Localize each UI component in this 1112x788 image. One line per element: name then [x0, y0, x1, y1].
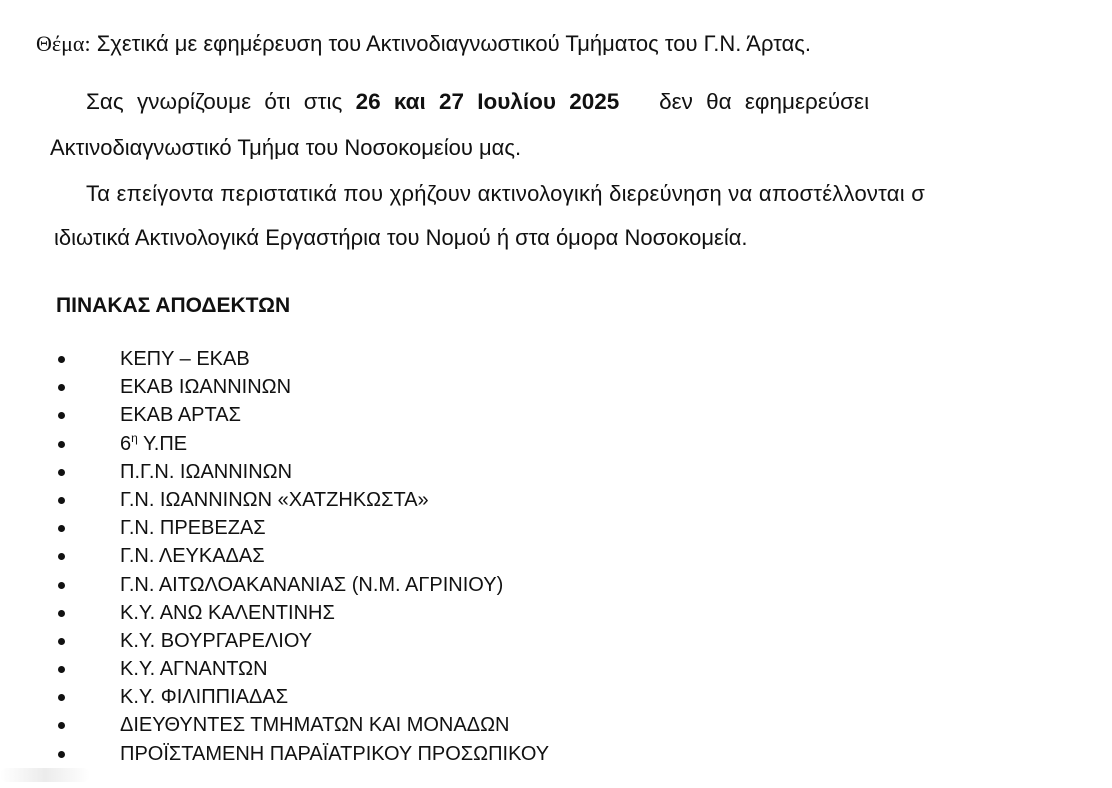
paragraph-1-line-1 — [86, 89, 1112, 115]
scan-smudge — [0, 768, 90, 782]
bullet-icon — [58, 497, 65, 504]
paragraph-1-outro: δεν θα εφημερεύσει — [659, 89, 870, 114]
bullet-icon — [58, 441, 65, 448]
recipient-name: Κ.Υ. ΒΟΥΡΓΑΡΕΛΙΟΥ — [120, 629, 313, 652]
recipient-name: Γ.Ν. ΛΕΥΚΑΔΑΣ — [120, 545, 265, 568]
recipient-ordinal-suffix: Υ.ΠΕ — [137, 432, 188, 455]
recipient-name: Κ.Υ. ΦΙΛΙΠΠΙΑΔΑΣ — [120, 686, 289, 709]
paragraph-1-line-2: Ακτινοδιαγνωστικό Τμήμα του Νοσοκομείου μας. — [50, 135, 522, 160]
bullet-icon — [58, 694, 65, 701]
bullet-icon — [58, 384, 65, 391]
recipient-name: ΕΚΑΒ ΙΩΑΝΝΙΝΩΝ — [120, 376, 292, 399]
subject-text: Σχετικά με εφημέρευση του Ακτινοδιαγνωστικού Τμήματος του Γ.Ν. Άρτας. — [96, 31, 812, 56]
recipient-ordinal: 6 — [120, 432, 132, 455]
bullet-icon — [58, 469, 65, 476]
recipient-name: ΕΚΑΒ ΑΡΤΑΣ — [120, 404, 241, 427]
recipient-ordinal-superscript: η — [131, 430, 138, 445]
recipient-name: Γ.Ν. ΠΡΕΒΕΖΑΣ — [120, 517, 266, 540]
recipient-name: Π.Γ.Ν. ΙΩΑΝΝΙΝΩΝ — [120, 460, 293, 483]
paragraph-1-intro: Σας γνωρίζουμε ότι στις — [86, 89, 343, 114]
recipient-name: ΔΙΕΥΘΥΝΤΕΣ ΤΜΗΜΑΤΩΝ ΚΑΙ ΜΟΝΑΔΩΝ — [120, 714, 510, 737]
bullet-icon — [58, 666, 65, 673]
bullet-icon — [58, 638, 65, 645]
bullet-icon — [58, 610, 65, 617]
recipients-heading: ΠΙΝΑΚΑΣ ΑΠΟΔΕΚΤΩΝ — [56, 294, 291, 317]
recipient-name: Κ.Υ. ΑΓΝΑΝΤΩΝ — [120, 658, 268, 681]
recipient-name-6th-ype — [120, 430, 187, 458]
recipient-name: Γ.Ν. ΑΙΤΩΛΟΑΚΑΝΑΝΙΑΣ (Ν.Μ. ΑΓΡΙΝΙΟΥ) — [120, 573, 504, 596]
bullet-icon — [58, 356, 65, 363]
recipient-name: ΠΡΟΪΣΤΑΜΕΝΗ ΠΑΡΑΪΑΤΡΙΚΟΥ ΠΡΟΣΩΠΙΚΟΥ — [120, 742, 550, 765]
recipient-name: ΚΕΠΥ – ΕΚΑΒ — [120, 348, 250, 370]
bullet-icon — [58, 751, 65, 758]
bullet-icon — [58, 553, 65, 560]
recipient-name: Κ.Υ. ΑΝΩ ΚΑΛΕΝΤΙΝΗΣ — [120, 601, 335, 624]
bullet-icon — [58, 722, 65, 729]
paragraph-2-line-1: Τα επείγοντα περιστατικά που χρήζουν ακτινολογική διερεύνηση να αποστέλλονται σ — [86, 181, 926, 206]
subject-label: Θέμα: — [36, 31, 91, 56]
bullet-icon — [58, 582, 65, 589]
recipient-name: Γ.Ν. ΙΩΑΝΝΙΝΩΝ «ΧΑΤΖΗΚΩΣΤΑ» — [120, 488, 429, 511]
subject-line — [36, 31, 811, 57]
paragraph-2-line-2: ιδιωτικά Ακτινολογικά Εργαστήρια του Νομού ή στα όμορα Νοσοκομεία. — [54, 225, 748, 250]
bullet-icon — [58, 412, 65, 419]
paragraph-1-dates: 26 και 27 Ιουλίου 2025 — [355, 89, 620, 114]
bullet-icon — [58, 525, 65, 532]
